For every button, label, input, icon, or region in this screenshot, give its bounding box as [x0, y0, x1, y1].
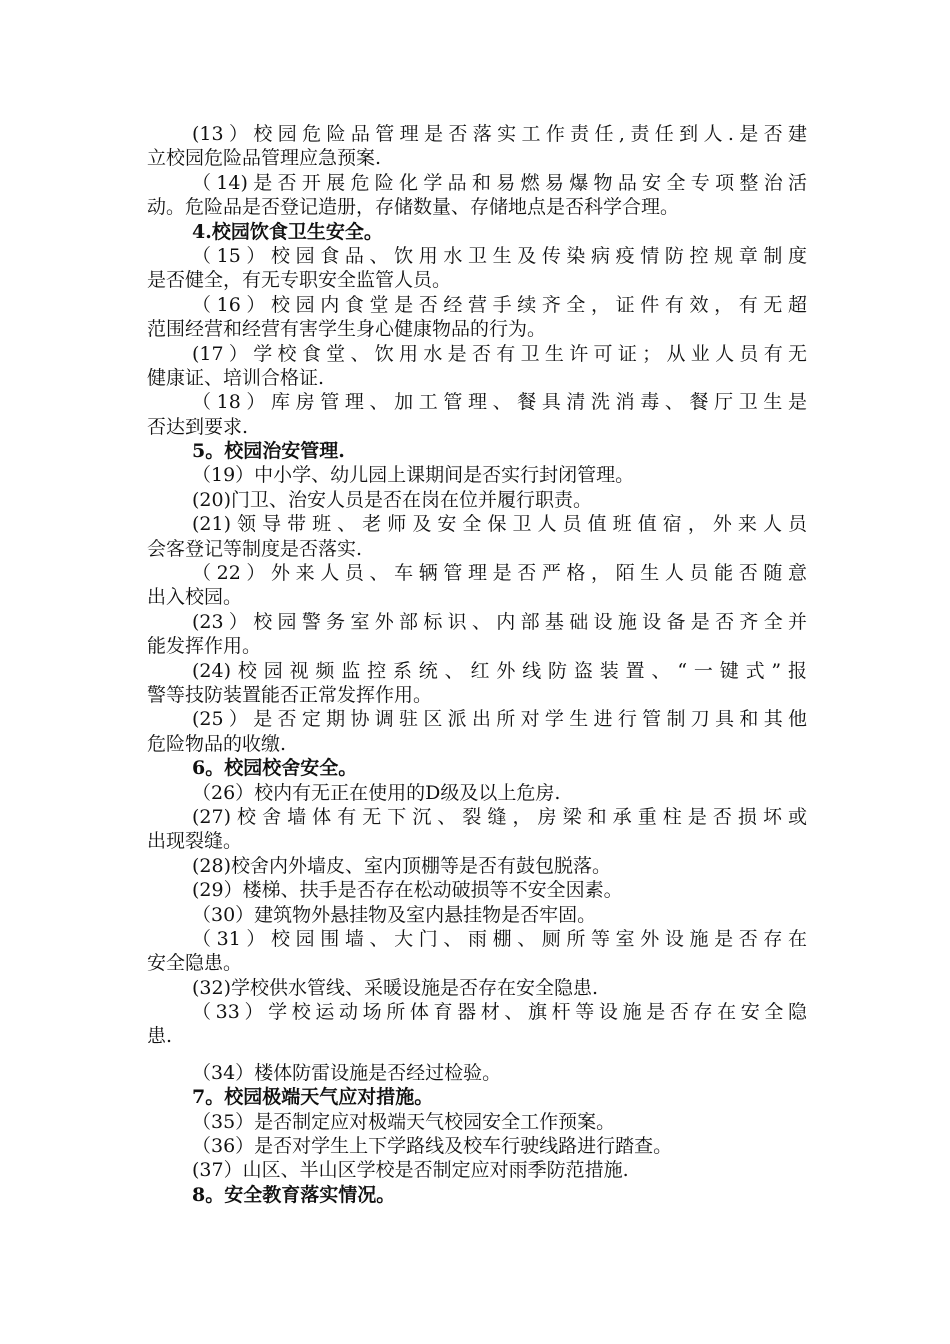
item-first-line: （22）外来人员、车辆管理是否严格，陌生人员能否随意 — [192, 562, 807, 585]
item-first-line: （18）库房管理、加工管理、餐具清洗消毒、餐厅卫生是 — [192, 391, 807, 414]
checklist-item — [147, 878, 807, 902]
item-first-line: （16）校园内食堂是否经营手续齐全，证件有效，有无超 — [192, 293, 807, 316]
item-first-line: (27)校舍墙体有无下沉、裂缝，房梁和承重柱是否损坏或 — [192, 805, 807, 828]
checklist-item — [147, 805, 807, 854]
section-heading: 5。校园治安管理. — [192, 440, 345, 463]
item-continuation-line: 是否健全，有无专职安全监管人员。 — [147, 269, 452, 292]
checklist-item — [147, 1000, 807, 1049]
checklist-item — [147, 390, 807, 439]
section-heading: 7。校园极端天气应对措施。 — [192, 1086, 434, 1109]
checklist-item — [147, 1061, 807, 1085]
checklist-item — [147, 781, 807, 805]
item-first-line: (28)校舍内外墙皮、室内顶棚等是否有鼓包脱落。 — [192, 854, 612, 877]
checklist-item — [147, 293, 807, 342]
checklist-item — [147, 707, 807, 756]
checklist-item — [147, 927, 807, 976]
item-first-line: （33）学校运动场所体育器材、旗杆等设施是否存在安全隐 — [192, 1001, 807, 1024]
document-body — [147, 122, 807, 1207]
checklist-item — [147, 171, 807, 220]
checklist-item — [147, 342, 807, 391]
item-first-line: (17）学校食堂、饮用水是否有卫生许可证；从业人员有无 — [192, 342, 807, 365]
item-first-line: （26）校内有无正在使用的D级及以上危房. — [192, 781, 561, 804]
item-first-line: （34）楼体防雷设施是否经过检验。 — [192, 1061, 502, 1084]
item-first-line: （36）是否对学生上下学路线及校车行驶线路进行踏查。 — [192, 1135, 673, 1158]
item-first-line: （15）校园食品、饮用水卫生及传染病疫情防控规章制度 — [192, 244, 807, 267]
item-continuation-line: 出现裂缝。 — [147, 830, 243, 853]
item-continuation-line: 范围经营和经营有害学生身心健康物品的行为。 — [147, 318, 547, 341]
item-first-line: （30）建筑物外悬挂物及室内悬挂物是否牢固。 — [192, 903, 597, 926]
item-continuation-line: 动。危险品是否登记造册，存储数量、存储地点是否科学合理。 — [147, 196, 680, 219]
item-first-line: (37）山区、半山区学校是否制定应对雨季防范措施. — [192, 1159, 629, 1182]
item-continuation-line: 健康证、培训合格证. — [147, 366, 325, 389]
item-continuation-line: 能发挥作用。 — [147, 635, 262, 658]
checklist-item — [147, 659, 807, 708]
item-continuation-line: 立校园危险品管理应急预案. — [147, 147, 382, 170]
item-first-line: (20)门卫、治安人员是否在岗在位并履行职责。 — [192, 488, 593, 511]
section-heading: 8。安全教育落实情况。 — [192, 1183, 396, 1206]
item-first-line: （19）中小学、幼儿园上课期间是否实行封闭管理。 — [192, 464, 635, 487]
section-heading: 4.校园饮食卫生安全。 — [192, 220, 383, 243]
item-first-line: (32)学校供水管线、采暖设施是否存在安全隐患. — [192, 976, 599, 999]
item-first-line: （14)是否开展危险化学品和易燃易爆物品安全专项整治活 — [192, 171, 807, 194]
item-continuation-line: 出入校园。 — [147, 586, 243, 609]
section-heading: 6。校园校舍安全。 — [192, 757, 358, 780]
checklist-item — [147, 610, 807, 659]
checklist-item — [147, 512, 807, 561]
paragraph-gap — [147, 1049, 807, 1061]
item-continuation-line: 否达到要求. — [147, 415, 249, 438]
item-first-line: (24)校园视频监控系统、红外线防盗装置、“一键式”报 — [192, 659, 807, 682]
checklist-item — [147, 903, 807, 927]
checklist-item — [147, 561, 807, 610]
checklist-item — [147, 976, 807, 1000]
checklist-item — [147, 122, 807, 171]
item-continuation-line: 警等技防装置能否正常发挥作用。 — [147, 683, 433, 706]
item-first-line: (13）校园危险品管理是否落实工作责任,责任到人.是否建 — [192, 123, 807, 145]
checklist-item — [147, 1110, 807, 1134]
item-first-line: (29）楼梯、扶手是否存在松动破损等不安全因素。 — [192, 879, 623, 902]
item-first-line: （31）校园围墙、大门、雨棚、厕所等室外设施是否存在 — [192, 927, 807, 950]
item-first-line: （35）是否制定应对极端天气校园安全工作预案。 — [192, 1110, 616, 1133]
item-first-line: (23）校园警务室外部标识、内部基础设施设备是否齐全并 — [192, 610, 807, 633]
item-continuation-line: 安全隐患。 — [147, 952, 243, 975]
item-continuation-line: 会客登记等制度是否落实. — [147, 537, 363, 560]
checklist-item — [147, 1134, 807, 1158]
checklist-item — [147, 854, 807, 878]
checklist-item — [147, 463, 807, 487]
item-first-line: (25）是否定期协调驻区派出所对学生进行管制刀具和其他 — [192, 708, 807, 731]
item-continuation-line: 患. — [147, 1025, 173, 1048]
item-first-line: (21)领导带班、老师及安全保卫人员值班值宿，外来人员 — [192, 513, 807, 536]
item-continuation-line: 危险物品的收缴. — [147, 732, 287, 755]
checklist-item — [147, 1158, 807, 1182]
checklist-item — [147, 488, 807, 512]
checklist-item — [147, 244, 807, 293]
